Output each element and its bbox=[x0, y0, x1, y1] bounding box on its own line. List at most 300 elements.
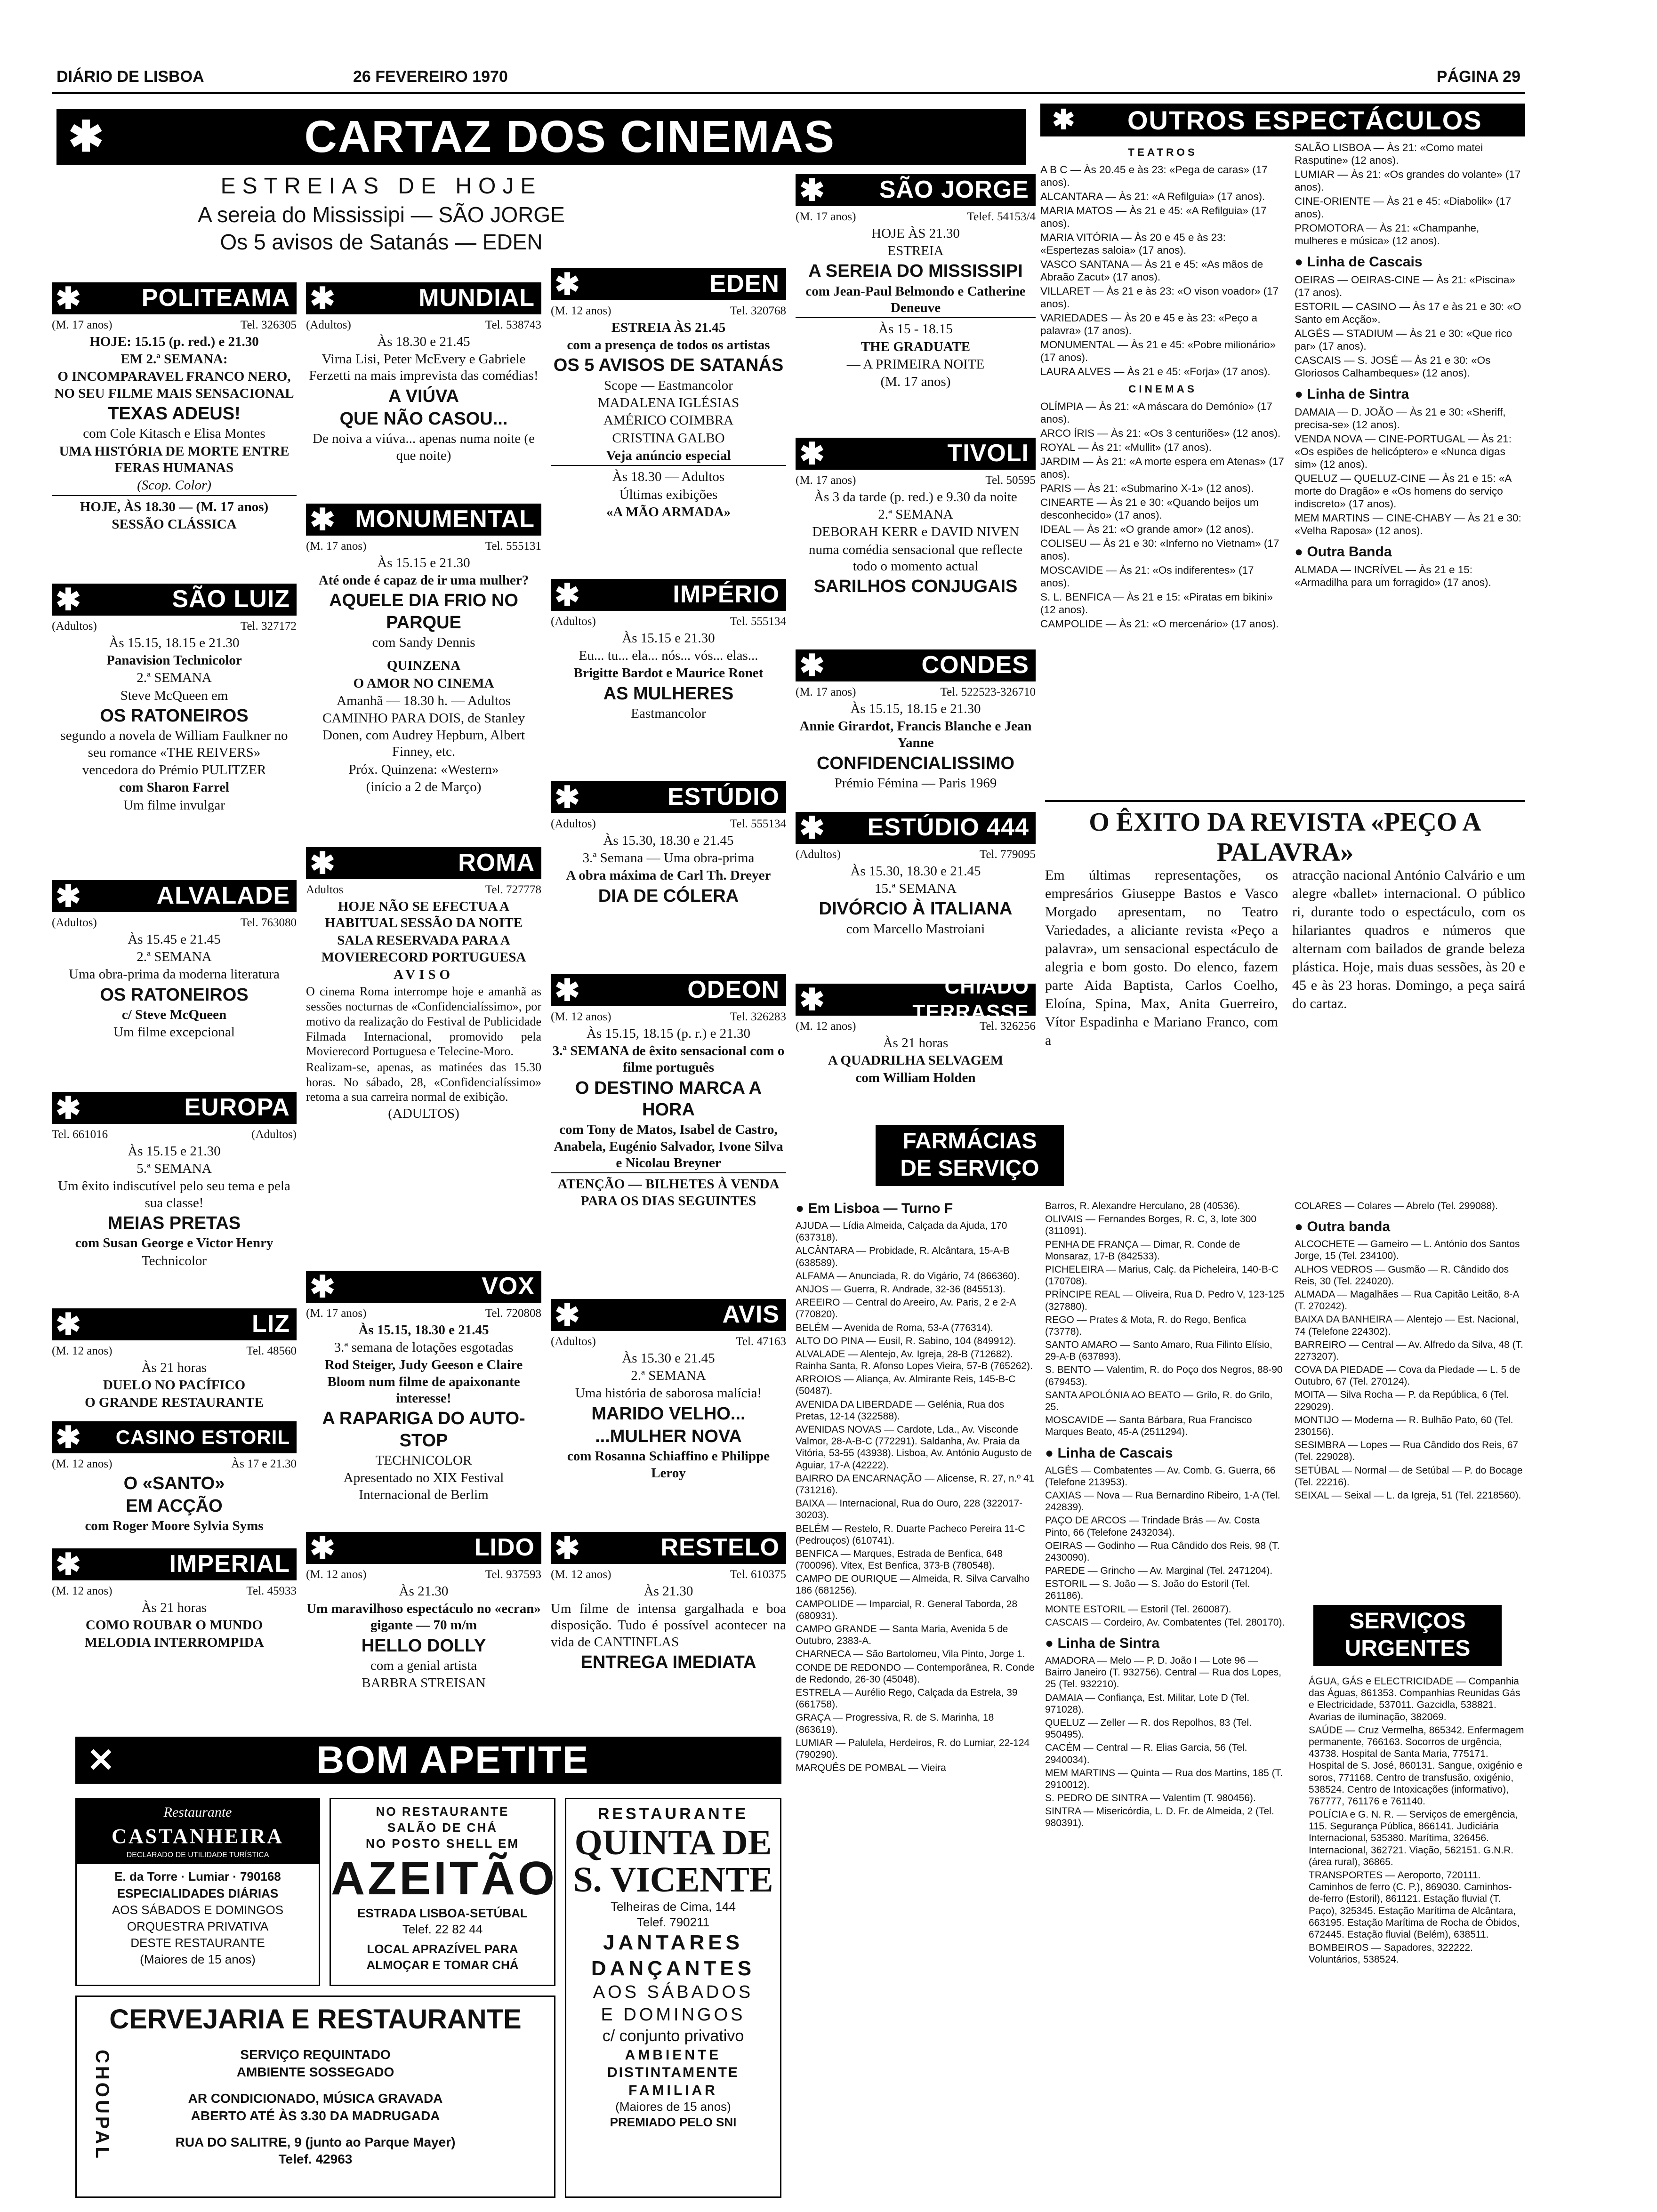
schedule: Às 15.15, 18.15 e 21.30 bbox=[109, 635, 240, 650]
list-item: PENHA DE FRANÇA — Dimar, R. Conde de Monsaraz, 17-B (842533). bbox=[1045, 1239, 1240, 1262]
cinema-saoluiz bbox=[52, 584, 297, 866]
schedule: Às 17 e 21.30 bbox=[231, 1458, 297, 1470]
week: 15.ª SEMANA bbox=[875, 881, 957, 896]
film-title: DIA DE CÓLERA bbox=[598, 886, 739, 906]
phone: Tel. 45933 bbox=[246, 1585, 297, 1597]
tagline: Eu... tu... ela... nós... vós... elas... bbox=[579, 648, 758, 663]
article-rule bbox=[1045, 800, 1525, 802]
cast: com Tony de Matos, Isabel de Castro, Anabela, Eugénio Salvador, Ivone Silva e Nicolau Breyner bbox=[554, 1122, 783, 1171]
restaurant-note: DESTE RESTAURANTE bbox=[130, 1935, 265, 1950]
phone: Telef. 54153/4 bbox=[967, 210, 1036, 223]
line6: LOCAL APRAZÍVEL PARA bbox=[367, 1941, 518, 1956]
list-item: BAIXA — Internacional, Rua do Ouro, 228 (322017-30203). bbox=[796, 1498, 1023, 1521]
list-item: QUELUZ — Zeller — R. dos Repolhos, 83 (Tel. 950495). bbox=[1045, 1717, 1252, 1740]
aviso-title: AVISO bbox=[393, 967, 454, 982]
address: ESTRADA LISBOA-SETÚBAL bbox=[357, 1906, 528, 1921]
phone: Tel. 327172 bbox=[240, 620, 297, 633]
schedule: Às 15.30, 18.30 e 21.45 bbox=[603, 833, 734, 848]
list-item: AJUDA — Lídia Almeida, Calçada da Ajuda, 170 (637318). bbox=[796, 1220, 1007, 1243]
list-item: VENDA NOVA — CINE-PORTUGAL — Às 21: «Os espiões de helicóptero» e «Nunca digas sim» (12 anos). bbox=[1295, 433, 1512, 470]
phone: Tel. 47163 bbox=[736, 1335, 786, 1348]
description: Um êxito indiscutível pelo seu tema e pela sua classe! bbox=[58, 1178, 290, 1210]
castanheira-logo bbox=[77, 1799, 319, 1864]
list-item: ALFAMA — Anunciada, R. do Vigário, 74 (866360). bbox=[796, 1270, 1020, 1282]
cast: Rod Steiger, Judy Geeson e Claire Bloom num filme de apaixonante interesse! bbox=[324, 1357, 523, 1406]
aviso-text: O cinema Roma interrompe hoje e amanhã as sessões nocturnas de «Confidencialíssimo», por motivo da realização do Festival de Publicidade Filmada Internacional, promovido pela Movierecord Portuguesa e Telecine-Moro. bbox=[306, 985, 541, 1058]
list-item: PARIS — Às 21: «Submarino X-1» (12 anos). bbox=[1040, 482, 1254, 494]
cinemas-title: CINEMAS bbox=[1128, 383, 1197, 395]
address: RUA DO SALITRE, 9 (junto ao Parque Mayer) bbox=[175, 2134, 456, 2149]
session-2: Às 15 - 18.15 bbox=[796, 317, 1036, 337]
schedule: Às 15.15 e 21.30 bbox=[128, 1143, 221, 1159]
star-icon: ✱ bbox=[310, 1531, 335, 1565]
film-title: CONFIDENCIALISSIMO bbox=[816, 753, 1015, 773]
star-icon: ✱ bbox=[555, 973, 580, 1007]
phone: Tel. 779095 bbox=[979, 848, 1036, 861]
list-item: ARCO ÍRIS — Às 21: «Os 3 centuriões» (12 anos). bbox=[1040, 427, 1281, 439]
note: com a presença de todos os artistas bbox=[567, 337, 770, 353]
list-item: OLÍMPIA — Às 21: «A máscara do Demónio» (17 anos). bbox=[1040, 401, 1272, 425]
servicos-title-1: SERVIÇOS bbox=[1349, 1609, 1466, 1634]
list-item: BENFICA — Marques, Estrada de Benfica, 648 (700096). Vitex, Est Benfica, 373-B (780548). bbox=[796, 1548, 1003, 1571]
cinema-politeama bbox=[52, 282, 297, 565]
cinema-mundial bbox=[306, 282, 541, 489]
week: 3.ª semana de lotações esgotadas bbox=[334, 1339, 514, 1355]
bullet-dot-icon: ● bbox=[796, 1201, 808, 1216]
film-title: DIVÓRCIO À ITALIANA bbox=[819, 899, 1013, 919]
rating: (Adultos) bbox=[251, 1128, 297, 1141]
list-item: ALMADA — Magalhães — Rua Capitão Leitão, 8-A (T. 270242). bbox=[1295, 1289, 1519, 1312]
phone: Tel. 50595 bbox=[985, 474, 1036, 487]
cinema-name: IMPÉRIO bbox=[673, 581, 780, 609]
rating: (M. 17 anos) bbox=[306, 540, 367, 553]
tagline: De noiva a viúva... apenas numa noite (e que noite) bbox=[313, 431, 535, 463]
cast: com Marcello Mastroiani bbox=[846, 921, 985, 937]
classic-session: HOJE, ÀS 18.30 — (M. 17 anos) bbox=[52, 495, 297, 515]
description: segundo a novela de William Faulkner no seu romance «THE REIVERS» bbox=[60, 728, 288, 760]
phone: Tel. 937593 bbox=[485, 1568, 541, 1581]
cinema-name: ALVALADE bbox=[156, 882, 290, 910]
session-2: Às 18.30 — Adultos bbox=[551, 465, 786, 485]
rating: (Adultos) bbox=[306, 319, 351, 331]
cinema-imperial bbox=[52, 1548, 297, 1661]
outros-cinemas-list bbox=[1040, 400, 1285, 630]
list-item: Barros, R. Alexandre Herculano, 28 (40536). bbox=[1045, 1201, 1240, 1211]
star-icon: ✱ bbox=[555, 267, 580, 301]
paper-name: DIÁRIO DE LISBOA bbox=[56, 68, 204, 86]
film-title: O «SANTO» bbox=[123, 1473, 225, 1493]
format: Eastmancolor bbox=[631, 705, 706, 721]
list-item: OLIVAIS — Fernandes Borges, R. C, 3, lote 300 (311091). bbox=[1045, 1214, 1256, 1237]
cast: com Sandy Dennis bbox=[372, 634, 475, 650]
star-icon: ✱ bbox=[310, 503, 335, 537]
cinema-estudio bbox=[551, 781, 786, 951]
line10: DISTINTAMENTE bbox=[607, 2065, 740, 2081]
outros-col-2 bbox=[1295, 141, 1525, 758]
rating-note: (ADULTOS) bbox=[388, 1106, 459, 1122]
list-item: SANTO AMARO — Santo Amaro, Rua Filinto Elísio, 29-A-B (637893). bbox=[1045, 1339, 1272, 1362]
list-item: CAMPO DE OURIQUE — Almeida, R. Silva Carvalho 186 (681256). bbox=[796, 1573, 1030, 1596]
outros-extra-list bbox=[1295, 141, 1525, 247]
cinema-roma bbox=[306, 847, 541, 1252]
week: 2.ª SEMANA bbox=[631, 1368, 706, 1383]
film-title: SARILHOS CONJUGAIS bbox=[813, 577, 1018, 597]
star-icon: ✱ bbox=[799, 649, 825, 682]
rating: Adultos bbox=[306, 883, 344, 896]
farmacias-header bbox=[876, 1125, 1064, 1186]
line2: SALÃO DE CHÁ bbox=[387, 1820, 498, 1835]
ad-azeitao bbox=[330, 1798, 555, 1986]
cinema-liz bbox=[52, 1308, 297, 1417]
list-item: BELÉM — Avenida de Roma, 53-A (776314). bbox=[796, 1322, 993, 1333]
list-item: MARIA MATOS — Às 21 e 45: «A Refilguia» (17 anos). bbox=[1040, 205, 1267, 229]
next-session: Amanhã — 18.30 h. — Adultos bbox=[337, 693, 511, 709]
cinema-eden bbox=[551, 268, 786, 565]
cinema-terrasse bbox=[796, 975, 1036, 1106]
star-icon: ✱ bbox=[68, 113, 104, 160]
schedule: Às 15.30, 18.30 e 21.45 bbox=[850, 863, 981, 879]
list-item: GRAÇA — Progressiva, R. de S. Marinha, 18 (863619). bbox=[796, 1712, 994, 1735]
cast: com Susan George e Victor Henry bbox=[75, 1235, 273, 1251]
teatros-list bbox=[1040, 163, 1285, 378]
list-item: BOMBEIROS — Sapadores, 322222. Voluntários, 538524. bbox=[1309, 1942, 1473, 1965]
film-title: A RAPARIGA DO AUTO-STOP bbox=[322, 1409, 525, 1451]
rating: (Adultos) bbox=[551, 817, 596, 830]
award: Prémio Fémina — Paris 1969 bbox=[834, 775, 997, 791]
list-item: ESTRELA — Aurélio Rego, Calçada da Estrela, 39 (661758). bbox=[796, 1687, 1018, 1710]
cinema-europa bbox=[52, 1092, 297, 1299]
week: EM 2.ª SEMANA: bbox=[121, 351, 228, 367]
orchestra: ORQUESTRA PRIVATIVA bbox=[127, 1919, 269, 1933]
line5: DANÇANTES bbox=[591, 1957, 756, 1980]
film-title-2: MELODIA INTERROMPIDA bbox=[84, 1635, 264, 1651]
outros-col-1 bbox=[1040, 141, 1285, 758]
star-icon: ✱ bbox=[56, 281, 81, 315]
film-title-2: EM ACÇÃO bbox=[126, 1496, 223, 1516]
list-item: COVA DA PIEDADE — Cova da Piedade — L. 5 de Outubro, 67 (Tel. 270124). bbox=[1295, 1364, 1520, 1387]
list-item: AVENIDAS NOVAS — Cardote, Lda., Av. Visconde Valmor, 28-A-B-C (772291). Saldanha, Av. Praia da Vitória, 53-55 (43938). Lisboa, Av. António Augusto de Aguiar, 17-A (42222). bbox=[796, 1424, 1032, 1471]
servicos-header bbox=[1313, 1605, 1502, 1666]
cinema-imperio bbox=[551, 579, 786, 767]
specialties: ESPECIALIDADES DIÁRIAS bbox=[117, 1886, 279, 1900]
ad-note: Veja anúncio especial bbox=[606, 448, 731, 464]
cast: Annie Girardot, Francis Blanche e Jean Yanne bbox=[799, 718, 1032, 751]
film-title: ENTREGA IMEDIATA bbox=[580, 1652, 756, 1672]
film-title: DUELO NO PACÍFICO bbox=[103, 1377, 246, 1393]
list-item: CINEARTE — Às 21 e 30: «Quando beijos um desconhecido» (17 anos). bbox=[1040, 497, 1259, 521]
list-item: AVENIDA DA LIBERDADE — Gelénia, Rua dos Pretas, 12-14 (322588). bbox=[796, 1399, 1005, 1422]
list-item: OEIRAS — OEIRAS-CINE — Às 21: «Piscina» (17 anos). bbox=[1295, 274, 1515, 298]
list-item: CHARNECA — São Bartolomeu, Vila Pinto, Jorge 1. bbox=[796, 1649, 1025, 1660]
list-item: LAURA ALVES — Às 21 e 45: «Forja» (17 anos). bbox=[1040, 366, 1271, 377]
list-item: IDEAL — Às 21: «O grande amor» (12 anos). bbox=[1040, 523, 1254, 535]
farm-banda-title: Outra banda bbox=[1307, 1219, 1391, 1235]
age-note: (Maiores de 15 anos) bbox=[615, 2100, 731, 2114]
farmacias-lisboa-list bbox=[796, 1220, 1036, 1774]
tagline: Uma história de saborosa malícia! bbox=[575, 1386, 762, 1401]
star-icon: ✱ bbox=[310, 1270, 335, 1304]
film-title: OS RATONEIROS bbox=[100, 985, 249, 1005]
list-item: SINTRA — Misericórdia, L. D. Fr. de Almeida, 2 (Tel. 980391). bbox=[1045, 1806, 1274, 1829]
film-title: AQUELE DIA FRIO NO PARQUE bbox=[329, 591, 518, 633]
outros-band bbox=[1040, 104, 1525, 136]
cinema-name: IMPERIAL bbox=[169, 1550, 290, 1578]
cast: com Jean-Paul Belmondo e Catherine Deneuve bbox=[805, 283, 1026, 315]
list-item: MARIA VITÓRIA — Às 20 e 45 e às 23: «Espertezas saloia» (17 anos). bbox=[1040, 232, 1226, 256]
servicos-list bbox=[1309, 1675, 1525, 2193]
aviso-text-2: Realizam-se, apenas, as matinées das 15.30 horas. No sábado, 28, «Confidencialíssimo» retoma a sua carreira normal de exibição. bbox=[306, 1060, 541, 1104]
cinema-name: SÃO LUIZ bbox=[172, 585, 290, 613]
cinema-condes bbox=[796, 649, 1036, 805]
film-title-2: O GRANDE RESTAURANTE bbox=[85, 1395, 264, 1411]
next-quinzena-date: (início a 2 de Março) bbox=[366, 779, 482, 794]
film-title: A QUADRILHA SELVAGEM bbox=[828, 1052, 1004, 1068]
bullet-dot-icon: ● bbox=[1295, 254, 1307, 270]
cinema-alvalade bbox=[52, 880, 297, 1082]
list-item: ROYAL — Às 21: «Mullit» (17 anos). bbox=[1040, 441, 1212, 453]
list-item: MOSCAVIDE — Às 21: «Os indiferentes» (17 anos). bbox=[1040, 564, 1254, 589]
phone: Tel. 538743 bbox=[485, 319, 541, 331]
line3: AR CONDICIONADO, MÚSICA GRAVADA bbox=[188, 2091, 443, 2106]
format: (Scop. Color) bbox=[137, 478, 211, 493]
list-item: LUMIAR — Palulela, Herdeiros, R. do Lumiar, 22-124 (790290). bbox=[796, 1737, 1030, 1760]
list-item: SEIXAL — Seixal — L. da Igreja, 51 (Tel. 2218560). bbox=[1295, 1490, 1521, 1501]
cinema-estoril bbox=[52, 1421, 297, 1544]
rating: (M. 12 anos) bbox=[551, 1568, 611, 1581]
cast: com William Holden bbox=[855, 1070, 976, 1086]
phone: Tel. 763080 bbox=[240, 916, 297, 929]
page-number: PÁGINA 29 bbox=[1436, 68, 1520, 86]
description: Virna Lisi, Peter McEvery e Gabriele Ferzetti na mais imprevista das comédias! bbox=[309, 351, 539, 384]
list-item: ESTORIL — CASINO — Às 17 e às 21 e 30: «O Santo em Acção». bbox=[1295, 301, 1521, 325]
list-item: ALCANTARA — Às 21: «A Refilguia» (17 anos). bbox=[1040, 191, 1265, 202]
cast-1: MADALENA IGLÉSIAS bbox=[597, 395, 740, 410]
cinema-monumental bbox=[306, 504, 541, 833]
tagline: Até onde é capaz de ir uma mulher? bbox=[318, 572, 529, 588]
cinemas-band bbox=[56, 109, 1026, 165]
address: Telheiras de Cima, 144 bbox=[611, 1899, 736, 1914]
rating-2: (M. 17 anos) bbox=[880, 374, 951, 390]
week: 5.ª SEMANA bbox=[137, 1161, 212, 1176]
list-item: SESIMBRA — Lopes — Rua Cândido dos Reis, 67 (Tel. 229028). bbox=[1295, 1440, 1519, 1463]
film-title-2: THE GRADUATE bbox=[861, 339, 971, 354]
schedule: ESTREIA ÀS 21.45 bbox=[611, 320, 726, 335]
list-item: ALMADA — INCRÍVEL — Às 21 e 15: «Armadilha para um forragido» (17 anos). bbox=[1295, 564, 1491, 588]
notice-2: SALA RESERVADA PARA A MOVIERECORD PORTUGUESA bbox=[321, 933, 526, 965]
ad-title-1: QUINTA DE bbox=[574, 1822, 772, 1862]
phone: Telef. 42963 bbox=[278, 2152, 353, 2167]
list-item: MEM MARTINS — CINE-CHABY — Às 21 e 30: «Velha Raposa» (12 anos). bbox=[1295, 512, 1521, 537]
film-title: OS 5 AVISOS DE SATANÁS bbox=[553, 355, 784, 376]
cinema-avis bbox=[551, 1299, 786, 1511]
schedule: Às 15.15 e 21.30 bbox=[377, 555, 470, 570]
phone: Telef. 22 82 44 bbox=[402, 1922, 483, 1937]
film-title: HELLO DOLLY bbox=[361, 1635, 486, 1656]
list-item: AMADORA — Melo — P. D. João I — Lote 96 — Bairro Janeiro (T. 932756). Central — Rua dos Lopes, 25 (Tel. 932210). bbox=[1045, 1655, 1281, 1690]
schedule: Às 21.30 bbox=[399, 1583, 449, 1599]
bullet-dot-icon: ● bbox=[1045, 1635, 1058, 1651]
star-icon: ✱ bbox=[799, 811, 825, 845]
cast: com Roger Moore Sylvia Syms bbox=[85, 1518, 264, 1534]
phone: Tel. 555134 bbox=[730, 817, 786, 830]
note: Um filme excepcional bbox=[113, 1025, 235, 1040]
rating: (M. 12 anos) bbox=[796, 1020, 856, 1033]
cinema-name: CHIADO TERRASSE bbox=[912, 975, 1029, 1024]
cinema-name: RESTELO bbox=[660, 1534, 780, 1562]
list-item: MONTIJO — Moderna — R. Bulhão Pato, 60 (Tel. 230156). bbox=[1295, 1414, 1513, 1437]
schedule: HOJE: 15.15 (p. red.) e 21.30 bbox=[89, 334, 259, 349]
cinema-name: TIVOLI bbox=[947, 440, 1029, 467]
cinema-name: LIZ bbox=[252, 1310, 290, 1338]
list-item: VASCO SANTANA — Às 21 e 45: «As mãos de Abraão Zacut» (17 anos). bbox=[1040, 258, 1263, 283]
list-item: SETÚBAL — Normal — de Setúbal — P. do Bocage (Tel. 22216). bbox=[1295, 1465, 1523, 1488]
film-title: O DESTINO MARCA A HORA bbox=[575, 1078, 762, 1120]
teatros-title: TEATROS bbox=[1128, 146, 1198, 158]
cinema-name: ESTÚDIO bbox=[667, 783, 780, 811]
phone: Tel. 610375 bbox=[730, 1568, 786, 1581]
schedule: Às 15.15, 18.15 e 21.30 bbox=[850, 701, 981, 716]
age-note: (Maiores de 15 anos) bbox=[140, 1952, 256, 1966]
list-item: DAMAIA — D. JOÃO — Às 21 e 30: «Sheriff, precisa-se» (12 anos). bbox=[1295, 406, 1506, 431]
cinemas-band-title: CARTAZ DOS CINEMAS bbox=[304, 112, 835, 162]
schedule: Às 15.15, 18.15 (p. r.) e 21.30 bbox=[587, 1026, 750, 1041]
quinzena-theme: O AMOR NO CINEMA bbox=[353, 675, 494, 691]
logo-line1: Restaurante bbox=[163, 1804, 232, 1820]
logo-subtitle: DECLARADO DE UTILIDADE TURÍSTICA bbox=[126, 1851, 269, 1859]
phone: Tel. 326305 bbox=[240, 319, 297, 331]
farmacias-title-2: DE SERVIÇO bbox=[900, 1155, 1039, 1181]
film-title-2: ...MULHER NOVA bbox=[595, 1426, 742, 1446]
list-item: CAXIAS — Nova — Rua Bernardino Ribeiro, 1-A (Tel. 242839). bbox=[1045, 1490, 1280, 1513]
festival: Apresentado no XIX Festival Internacional de Berlim bbox=[343, 1470, 504, 1502]
cinema-name: POLITEAMA bbox=[141, 284, 290, 312]
rating: (M. 17 anos) bbox=[796, 474, 856, 487]
star-icon: ✱ bbox=[56, 1420, 81, 1454]
list-item: ÁGUA, GÁS e ELECTRICIDADE — Companhia das Águas, 861353. Companhias Reunidas Gás e Electricidade, 537011. Gazcidla, 538821. Avarias de iluminação, 382069. bbox=[1309, 1676, 1520, 1723]
schedule: Às 15.30 e 21.45 bbox=[622, 1350, 715, 1366]
schedule: Às 3 da tarde (p. red.) e 9.30 da noite bbox=[814, 489, 1017, 505]
farmacias-col-1 bbox=[796, 1200, 1036, 2193]
ad-title: AZEITÃO bbox=[331, 1852, 557, 1905]
article-col-2: atracção nacional António Calvário e um alegre «ballet» internacional. O público ri, durante todo o espectáculo, com os hilariantes quadros e números que alternam com bailados de grande beleza plástica. Hoje, mais duas sessões, às 20 e 45 e às 23 horas. Domingo, a peça sairá do cartaz. bbox=[1292, 867, 1525, 1011]
farmacias-banda-list bbox=[1295, 1238, 1525, 1501]
film-title: A VIÚVA bbox=[388, 386, 459, 406]
cast-2: AMÉRICO COIMBRA bbox=[603, 413, 734, 428]
star-icon: ✱ bbox=[555, 578, 580, 612]
line3: NO POSTO SHELL EM bbox=[366, 1836, 519, 1851]
list-item: REGO — Prates & Mota, R. do Rego, Benfica (73778). bbox=[1045, 1314, 1247, 1337]
choupal-logo: CHOUPAL bbox=[92, 2049, 113, 2161]
schedule: Às 15.45 e 21.45 bbox=[128, 931, 221, 947]
line11: FAMILIAR bbox=[628, 2082, 718, 2098]
list-item: PAÇO DE ARCOS — Trindade Brás — Av. Costa Pinto, 66 (Telefone 2432034). bbox=[1045, 1515, 1260, 1538]
outros-cascais-list bbox=[1295, 273, 1525, 379]
ad-cervejaria bbox=[75, 1996, 555, 2198]
rating: (M. 17 anos) bbox=[796, 210, 856, 223]
film-title: AS MULHERES bbox=[603, 683, 734, 704]
list-item: ANJOS — Guerra, R. Andrade, 32-36 (845513). bbox=[796, 1283, 1005, 1295]
bullet-dot-icon: ● bbox=[1045, 1445, 1058, 1461]
cinema-name: AVIS bbox=[722, 1301, 780, 1329]
masthead bbox=[52, 61, 1525, 94]
list-item: ESTORIL — S. João — S. João do Estoril (Tel. 261186). bbox=[1045, 1579, 1250, 1602]
star-icon: ✱ bbox=[555, 780, 580, 814]
line9: AMBIENTE bbox=[625, 2047, 722, 2063]
bom-apetite-title: BOM APETITE bbox=[316, 1739, 589, 1781]
phone: Tel. 326256 bbox=[979, 1020, 1036, 1033]
article-col-1: Em últimas representações, os empresários Giuseppe Bastos e Vasco Morgado apresentam, no Teatro Variedades, a aliciante revista «Peço a palavra», um sensacional espectáculo de alegria e bom gosto. Do elenco, fazem parte Aida Baptista, Carlos Coelho, Eloína, Spina, Max, Anita Guerreiro, Vítor Espadinha e Mariano Franco, com a bbox=[1045, 867, 1278, 1048]
week: 2.ª SEMANA bbox=[878, 506, 953, 522]
week: 3.ª Semana — Uma obra-prima bbox=[582, 850, 755, 866]
list-item: CONDE DE REDONDO — Contemporânea, R. Conde de Redondo, 26-30 (45048). bbox=[796, 1662, 1035, 1685]
ad-quinta bbox=[565, 1798, 781, 2198]
note: Um filme invulgar bbox=[123, 797, 225, 813]
farmacias-sintra-list bbox=[1045, 1655, 1285, 1829]
ad-title-2: S. VICENTE bbox=[573, 1860, 773, 1900]
rating: (M. 12 anos) bbox=[52, 1345, 113, 1357]
line4: JANTARES bbox=[603, 1931, 743, 1955]
phone: Tel. 522523-326710 bbox=[940, 686, 1036, 698]
star-icon: ✱ bbox=[56, 879, 81, 913]
classic-label: SESSÃO CLÁSSICA bbox=[112, 517, 237, 532]
estreias-line1: A sereia do Mississipi — SÃO JORGE bbox=[198, 202, 565, 227]
description: Um filme de intensa gargalhada e boa disposição. Tudo é possível acontecer na vida de CANTINFLAS bbox=[551, 1601, 786, 1650]
list-item: VILLARET — Às 21 e às 23: «O vison voador» (17 anos). bbox=[1040, 285, 1279, 310]
phone: Telef. 790211 bbox=[636, 1915, 710, 1929]
cascais-title: Linha de Cascais bbox=[1307, 254, 1423, 270]
outros-sintra-list bbox=[1295, 406, 1525, 537]
list-item: CINE-ORIENTE — Às 21 e 45: «Diabolik» (17 anos). bbox=[1295, 195, 1512, 220]
rating: (Adultos) bbox=[551, 615, 596, 628]
list-item: JARDIM — Às 21: «A morte espera em Atenas» (17 anos). bbox=[1040, 456, 1284, 480]
estreias-line2: Os 5 avisos de Satanás — EDEN bbox=[220, 229, 543, 254]
rating: (M. 17 anos) bbox=[306, 1307, 367, 1320]
format: Technicolor bbox=[141, 1253, 207, 1268]
phone: Tel. 555131 bbox=[485, 540, 541, 553]
film-title: MARIDO VELHO... bbox=[591, 1403, 746, 1424]
cinema-restelo bbox=[551, 1532, 786, 1711]
line1: RESTAURANTE bbox=[597, 1805, 749, 1823]
star-icon: ✱ bbox=[799, 983, 825, 1017]
list-item: BAIXA DA BANHEIRA — Alentejo — Est. Nacional, 74 (Telefone 224302). bbox=[1295, 1314, 1519, 1337]
ad-title: CERVEJARIA E RESTAURANTE bbox=[109, 2004, 522, 2035]
star-icon: ✱ bbox=[555, 1531, 580, 1565]
list-item: ALVALADE — Alentejo, Av. Igreja, 28-B (712682). Rainha Santa, R. Afonso Lopes Vieira, 57-B (765262). bbox=[796, 1348, 1033, 1372]
rating: (M. 12 anos) bbox=[52, 1458, 113, 1470]
sintra-title: Linha de Sintra bbox=[1307, 386, 1409, 402]
cast-3: CRISTINA GALBO bbox=[612, 430, 725, 446]
list-item: POLÍCIA e G. N. R. — Serviços de emergência, 115. Segurança Pública, 866141. Judiciária Internacional, 535380. Marítima, 326456. Internacional, 362721. Viação, 562151. G.N.R. (área rural), 36865. bbox=[1309, 1809, 1518, 1867]
star-icon: ✱ bbox=[1052, 104, 1075, 135]
list-item: CAMPOLIDE — Imparcial, R. General Taborda, 28 (680931). bbox=[796, 1598, 1018, 1621]
list-item: BARREIRO — Central — Av. Alfredo da Silva, 48 (T. 2273207). bbox=[1295, 1339, 1523, 1362]
list-item: S. BENTO — Valentim, R. do Poço dos Negros, 88-90 (679453). bbox=[1045, 1364, 1283, 1387]
rating: (Adultos) bbox=[796, 848, 841, 861]
list-item: CAMPO GRANDE — Santa Maria, Avenida 5 de Outubro, 2383-A. bbox=[796, 1624, 1008, 1647]
ad-castanheira bbox=[75, 1798, 320, 1986]
film-title: OS RATONEIROS bbox=[100, 706, 249, 726]
week: 2.ª SEMANA bbox=[137, 670, 212, 686]
schedule: Às 18.30 e 21.45 bbox=[377, 334, 470, 349]
description: numa comédia sensacional que reflecte todo o momento actual bbox=[808, 542, 1023, 574]
farmacias-lisboa-list-2 bbox=[1045, 1200, 1285, 1438]
list-item: OEIRAS — Godinho — Rua Cândido dos Reis, 98 (T. 2430090). bbox=[1045, 1540, 1280, 1563]
quinzena: QUINZENA bbox=[386, 658, 461, 673]
star-icon: ✱ bbox=[799, 437, 825, 471]
rating: (M. 12 anos) bbox=[551, 1010, 611, 1023]
list-item: ARROIOS — Aliança, Av. Almirante Reis, 145-B-C (50487). bbox=[796, 1374, 1016, 1397]
list-item: LUMIAR — Às 21: «Os grandes do volante» (17 anos). bbox=[1295, 168, 1521, 193]
